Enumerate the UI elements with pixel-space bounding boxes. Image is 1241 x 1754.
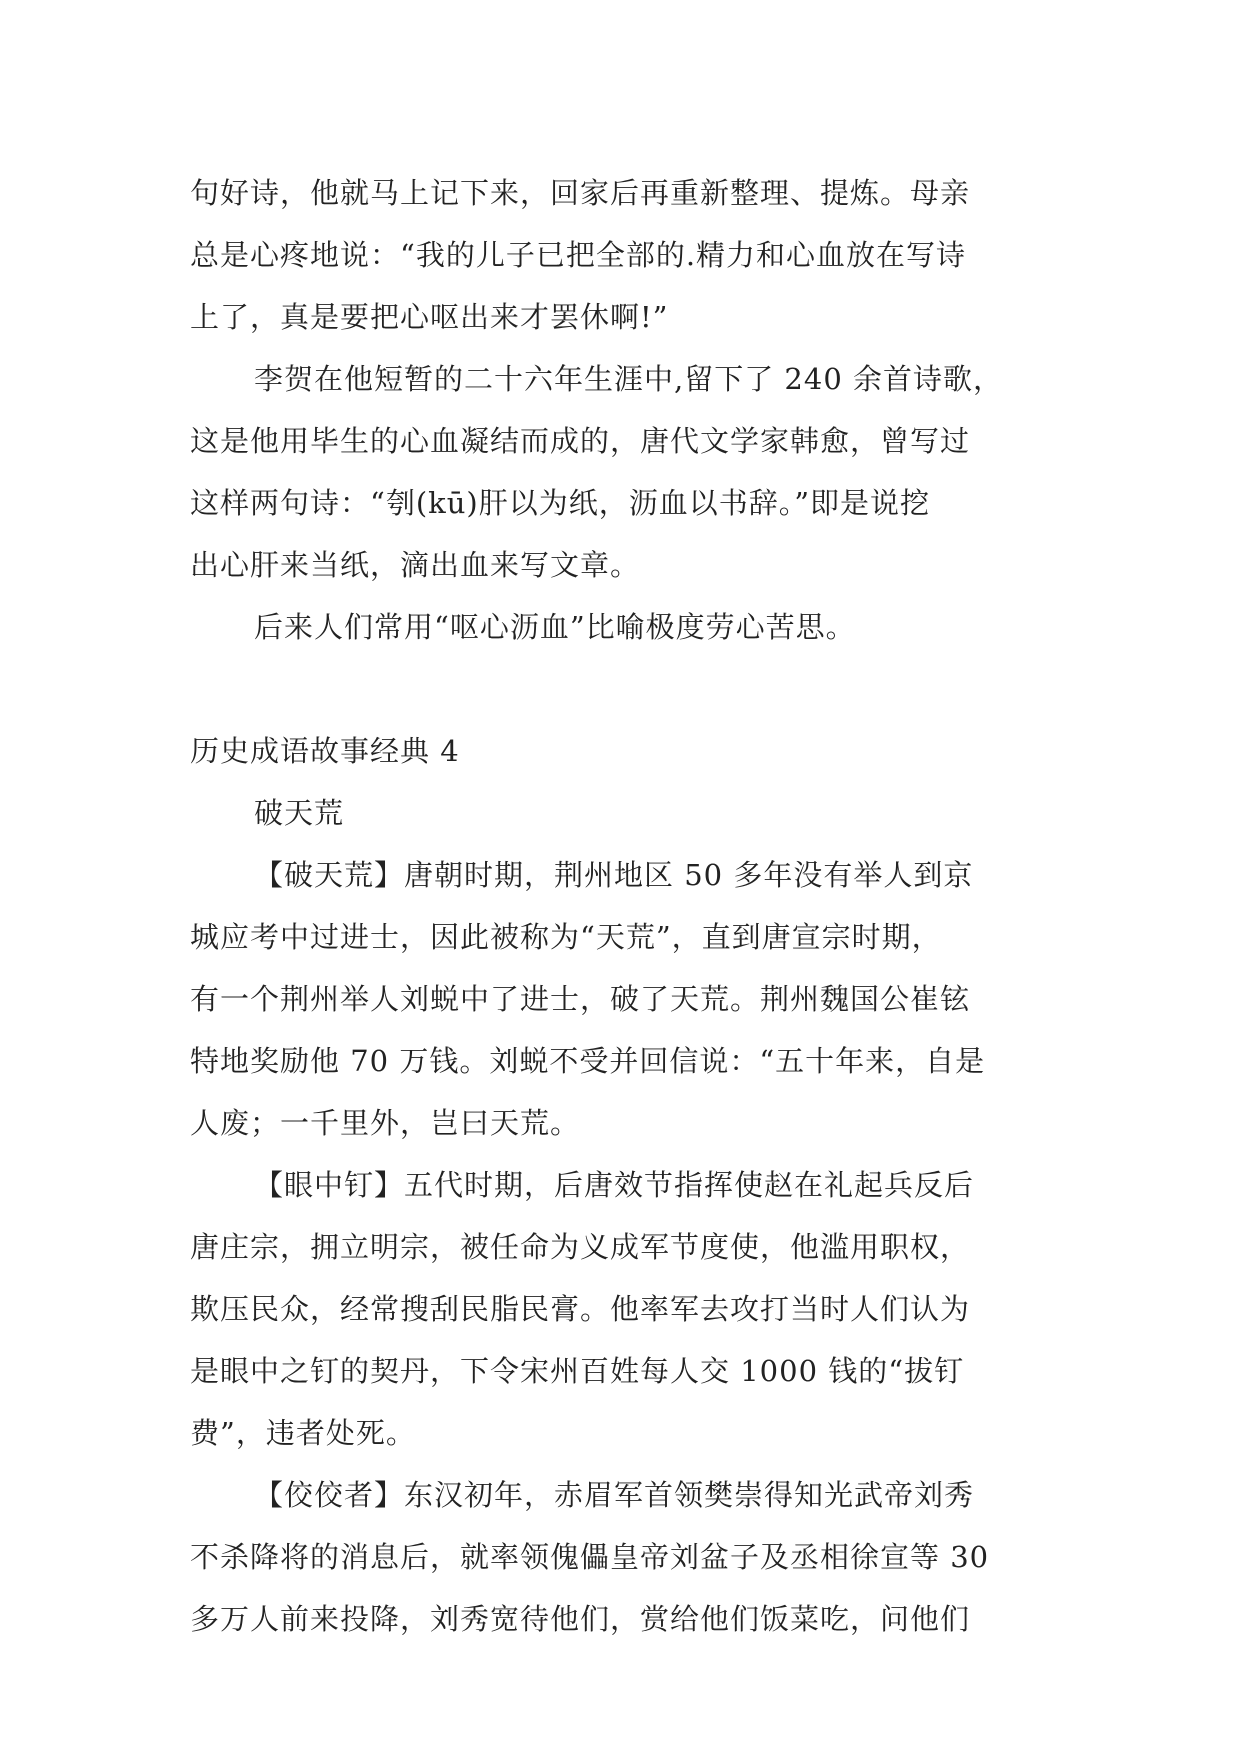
text-line: 唐庄宗，拥立明宗，被任命为义成军节度使，他滥用职权， [190, 1230, 971, 1264]
text-line: 人废；一千里外，岂曰天荒。 [190, 1106, 581, 1140]
text-line: 有一个荆州举人刘蜕中了进士，破了天荒。荆州魏国公崔铉 [190, 982, 971, 1016]
text-line: 不杀降将的消息后，就率领傀儡皇帝刘盆子及丞相徐宣等 30 [190, 1540, 990, 1574]
section-title: 历史成语故事经典 4 [190, 734, 460, 768]
text-line: 欺压民众，经常搜刮民脂民膏。他率军去攻打当时人们认为 [190, 1292, 971, 1326]
text-line: 上了，真是要把心呕出来才罢休啊!” [190, 300, 669, 334]
text-line: 李贺在他短暂的二十六年生涯中,留下了 240 余首诗歌， [254, 362, 1004, 396]
document-page [190, 162, 1050, 1650]
text-line: 【破天荒】唐朝时期，荆州地区 50 多年没有举人到京 [254, 858, 974, 892]
text-line: 后来人们常用“呕心沥血”比喻极度劳心苦思。 [254, 610, 856, 644]
text-line: 特地奖励他 70 万钱。刘蜕不受并回信说：“五十年来，自是 [190, 1044, 986, 1078]
text-line: 城应考中过进士，因此被称为“天荒”，直到唐宣宗时期， [190, 920, 942, 954]
text-line: 这是他用毕生的心血凝结而成的，唐代文学家韩愈，曾写过 [190, 424, 971, 458]
text-line: 出心肝来当纸，滴出血来写文章。 [190, 548, 641, 582]
text-line: 费”，违者处死。 [190, 1416, 416, 1450]
story-title: 破天荒 [254, 796, 345, 830]
section-gap [190, 658, 1050, 720]
text-line: 是眼中之钉的契丹，下令宋州百姓每人交 1000 钱的“拔钉 [190, 1354, 965, 1388]
text-line: 【佼佼者】东汉初年，赤眉军首领樊崇得知光武帝刘秀 [254, 1478, 975, 1512]
text-line: 多万人前来投降，刘秀宽待他们，赏给他们饭菜吃，问他们 [190, 1602, 971, 1636]
text-line: 句好诗，他就马上记下来，回家后再重新整理、提炼。母亲 [190, 176, 971, 210]
text-line: 总是心疼地说：“我的儿子已把全部的.精力和心血放在写诗 [190, 238, 967, 272]
text-line: 【眼中钉】五代时期，后唐效节指挥使赵在礼起兵反后 [254, 1168, 975, 1202]
text-line: 这样两句诗：“刳(kū)肝以为纸，沥血以书辞。”即是说挖 [190, 486, 931, 520]
